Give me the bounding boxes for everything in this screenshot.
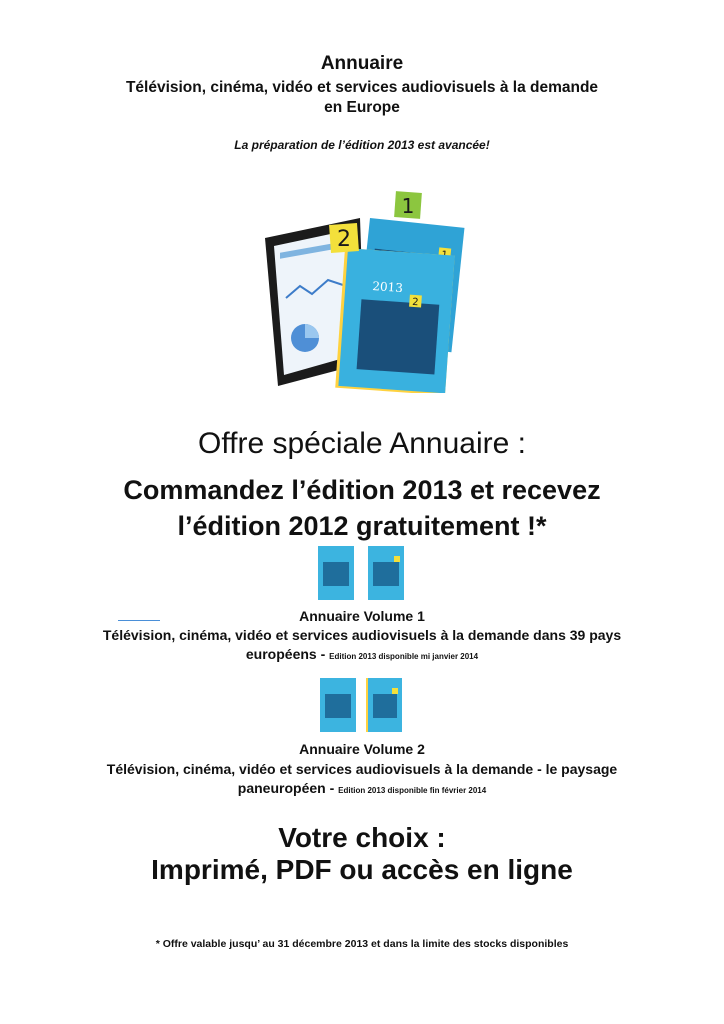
svg-text:1: 1: [401, 194, 415, 218]
cover-volume-2: [335, 248, 454, 393]
svg-text:2013: 2013: [371, 279, 404, 296]
volume-2-thumbnails: [320, 678, 410, 732]
volume-1-thumbnails: [318, 546, 408, 600]
offer-line-1: Commandez l’édition 2013 et recevez: [123, 475, 601, 505]
thumbnail-cover: [366, 678, 402, 732]
footnote: * Offre valable jusqu’ au 31 décembre 2013 et dans la limite des stocks disponibles: [155, 938, 569, 950]
volume-1-description: [80, 626, 644, 666]
choice-line-1: Votre choix :: [278, 822, 446, 853]
badge-1: [394, 191, 422, 219]
volume-2-desc-text: Télévision, cinéma, vidéo et services audiovisuels à la demande - le paysage paneuropéen -: [106, 761, 618, 796]
svg-text:2: 2: [411, 296, 419, 309]
thumbnail-cover: [368, 546, 404, 600]
preparation-note: La préparation de l’édition 2013 est avancée!: [234, 138, 490, 152]
choice-line-2: Imprimé, PDF ou accès en ligne: [151, 854, 573, 885]
thumbnail-cover: [320, 678, 356, 732]
volume-2-title: Annuaire Volume 2: [299, 741, 425, 757]
hero-illustration: [250, 188, 495, 393]
volume-1-availability: Edition 2013 disponible mi janvier 2014: [329, 652, 479, 661]
volume-1-desc-text: Télévision, cinéma, vidéo et services audiovisuels à la demande dans 39 pays européens -: [102, 627, 622, 662]
badge-2: [329, 223, 359, 253]
offer-title: Offre spéciale Annuaire :: [198, 427, 526, 460]
offer-line-2: l’édition 2012 gratuitement !*: [177, 511, 547, 541]
svg-text:2: 2: [337, 227, 351, 252]
thumbnail-cover: [318, 546, 354, 600]
volume-1-title: Annuaire Volume 1: [299, 608, 425, 624]
volume-2-description: [100, 760, 624, 800]
volume-2-availability: Edition 2013 disponible fin février 2014: [338, 786, 487, 795]
page-title: Annuaire: [320, 53, 404, 74]
page-subtitle: Télévision, cinéma, vidéo et services audiovisuels à la demande en Europe: [125, 79, 599, 116]
